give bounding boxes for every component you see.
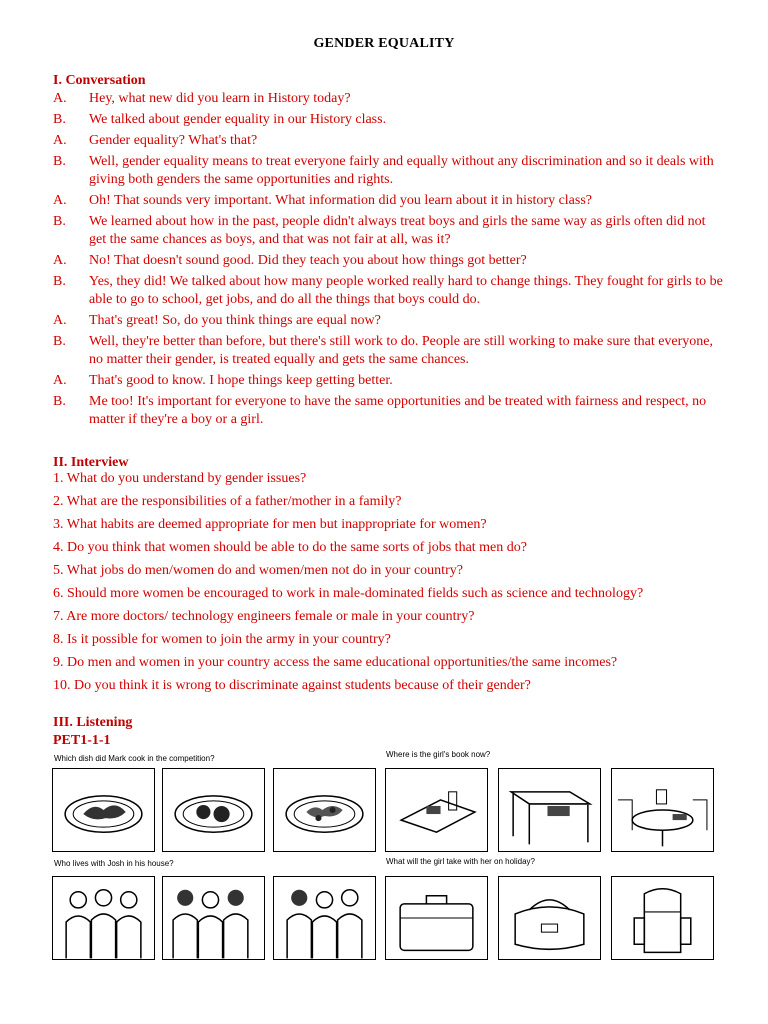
- conversation-line: [53, 312, 723, 330]
- table-icon: [499, 769, 600, 851]
- family-option-1: [52, 876, 155, 960]
- conversation-line: [53, 132, 723, 150]
- interview-question: 9. Do men and women in your country access the same educational opportunities/the same incomes?: [53, 655, 618, 670]
- dish-icon: [163, 769, 264, 851]
- speaker-label: B.: [53, 214, 66, 229]
- people-icon: [163, 877, 264, 959]
- interview-question: 6. Should more women be encouraged to work in male-dominated fields such as science and technology?: [53, 586, 644, 601]
- prompt-dish: Which dish did Mark cook in the competition?: [54, 754, 215, 763]
- book-option-2: [498, 768, 601, 852]
- utterance: We learned about how in the past, people didn't always treat boys and girls the same way as girls often did not get the same chances as boys, and that was not fair at all, was it?: [89, 214, 706, 247]
- speaker-label: B.: [53, 394, 66, 409]
- interview-question: 4. Do you think that women should be able to do the same sorts of jobs that men do?: [53, 540, 527, 555]
- speaker-label: B.: [53, 274, 66, 289]
- family-option-3: [273, 876, 376, 960]
- holiday-option-1: [385, 876, 488, 960]
- conversation-line: [53, 252, 723, 270]
- listening-heading: III. Listening: [53, 715, 133, 730]
- holiday-option-3: [611, 876, 714, 960]
- interview-question: 5. What jobs do men/women do and women/men not do in your country?: [53, 563, 463, 578]
- utterance: Well, gender equality means to treat everyone fairly and equally without any discrimination and so it deals with giving both genders the same opportunities and rights.: [89, 154, 714, 187]
- family-option-2: [162, 876, 265, 960]
- interview-question: 7. Are more doctors/ technology engineers female or male in your country?: [53, 609, 475, 624]
- listening-subheading: PET1-1-1: [53, 733, 111, 748]
- holiday-option-2: [498, 876, 601, 960]
- utterance: Yes, they did! We talked about how many people worked really hard to change things. They fought for girls to be able to go to school, get jobs, and do all the things that boys could do.: [89, 274, 723, 307]
- backpack-icon: [612, 877, 713, 959]
- people-icon: [274, 877, 375, 959]
- conversation-line: [53, 333, 723, 369]
- bag-icon: [499, 877, 600, 959]
- people-icon: [53, 877, 154, 959]
- speaker-label: B.: [53, 154, 66, 169]
- utterance: That's good to know. I hope things keep getting better.: [89, 373, 393, 388]
- dish-option-3: [273, 768, 376, 852]
- speaker-label: A.: [53, 91, 67, 106]
- conversation-line: [53, 192, 723, 210]
- interview-list: [53, 470, 733, 700]
- utterance: Gender equality? What's that?: [89, 133, 258, 148]
- utterance: We talked about gender equality in our History class.: [89, 112, 387, 127]
- suitcase-icon: [386, 877, 487, 959]
- prompt-book: Where is the girl's book now?: [386, 750, 491, 759]
- speaker-label: A.: [53, 373, 67, 388]
- listening-pictures: [52, 748, 722, 1018]
- prompt-holiday: What will the girl take with her on holiday?: [386, 857, 535, 866]
- conversation-heading: I. Conversation: [53, 73, 146, 88]
- conversation-line: [53, 213, 723, 249]
- speaker-label: A.: [53, 313, 67, 328]
- dish-option-1: [52, 768, 155, 852]
- speaker-label: A.: [53, 193, 67, 208]
- tray-icon: [386, 769, 487, 851]
- interview-question: 8. Is it possible for women to join the army in your country?: [53, 632, 391, 647]
- utterance: That's great! So, do you think things are equal now?: [89, 313, 381, 328]
- conversation-line: [53, 111, 723, 129]
- utterance: Hey, what new did you learn in History today?: [89, 91, 351, 106]
- conversation-list: [53, 90, 723, 432]
- interview-question: 2. What are the responsibilities of a father/mother in a family?: [53, 494, 402, 509]
- conversation-line: [53, 393, 723, 429]
- utterance: No! That doesn't sound good. Did they teach you about how things got better?: [89, 253, 527, 268]
- interview-heading: II. Interview: [53, 455, 129, 470]
- dish-icon: [274, 769, 375, 851]
- book-option-3: [611, 768, 714, 852]
- book-option-1: [385, 768, 488, 852]
- speaker-label: B.: [53, 112, 66, 127]
- cafe-table-icon: [612, 769, 713, 851]
- utterance: Well, they're better than before, but there's still work to do. People are still working to make sure that everyone, no matter their gender, is treated equally and gets the same chances.: [89, 334, 714, 367]
- speaker-label: B.: [53, 334, 66, 349]
- prompt-family: Who lives with Josh in his house?: [54, 859, 174, 868]
- conversation-line: [53, 90, 723, 108]
- conversation-line: [53, 153, 723, 189]
- speaker-label: A.: [53, 133, 67, 148]
- conversation-line: [53, 273, 723, 309]
- interview-question: 3. What habits are deemed appropriate for men but inappropriate for women?: [53, 517, 487, 532]
- interview-question: 1. What do you understand by gender issues?: [53, 471, 307, 486]
- speaker-label: A.: [53, 253, 67, 268]
- conversation-line: [53, 372, 723, 390]
- utterance: Me too! It's important for everyone to have the same opportunities and be treated with fairness and respect, no matter if they're a boy or a girl.: [89, 394, 707, 427]
- dish-option-2: [162, 768, 265, 852]
- interview-question: 10. Do you think it is wrong to discriminate against students because of their gender?: [53, 678, 531, 693]
- page-title: GENDER EQUALITY: [313, 36, 455, 51]
- dish-icon: [53, 769, 154, 851]
- utterance: Oh! That sounds very important. What information did you learn about it in history class?: [89, 193, 593, 208]
